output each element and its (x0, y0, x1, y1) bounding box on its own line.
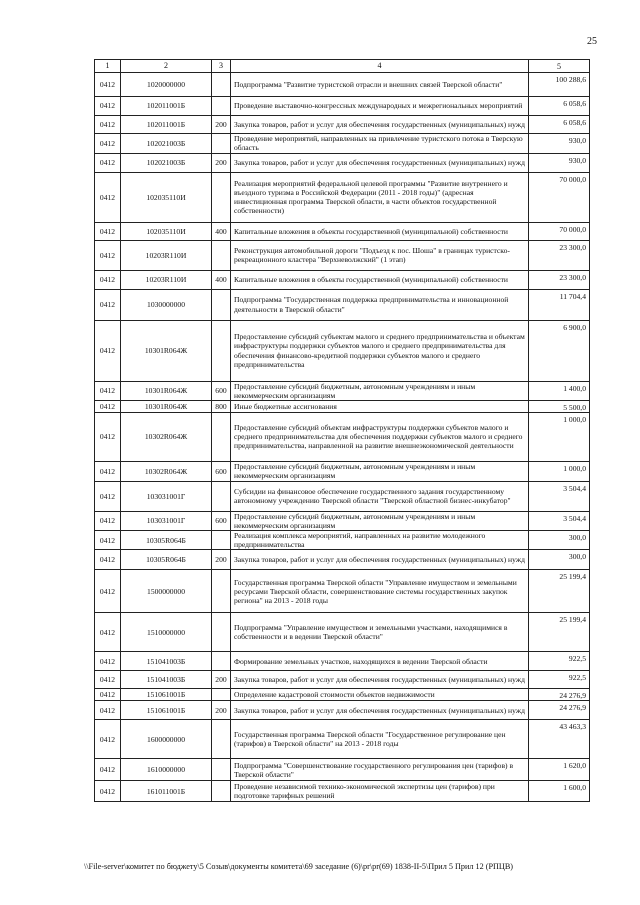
amount-cell: 3 504,4 (529, 511, 590, 530)
table-row (95, 115, 590, 133)
amount-cell: 922,5 (529, 671, 590, 689)
description-cell: Проведение независимой технико-экономической экспертизы цен (тарифов) при подготовке тарифных решений (231, 781, 529, 802)
amount-cell: 300,0 (529, 531, 590, 550)
description-cell: Проведение мероприятий, направленных на привлечение туристского потока в Тверскую область (231, 133, 529, 153)
target-code-cell: 10301R064Ж (121, 320, 212, 381)
amount-cell: 24 276,9 (529, 689, 590, 701)
description-cell: Реализация мероприятий федеральной целевой программы "Развитие внутреннего и въездного туризма в Российской Федерации (2011 - 2018 годы)" (адресная инвестиционная программа Тверской области, в части объектов государственной собственности) (231, 172, 529, 222)
expense-type-cell: 800 (212, 400, 231, 412)
table-row (95, 289, 590, 320)
table-row (95, 96, 590, 115)
target-code-cell: 10301R064Ж (121, 381, 212, 400)
expense-type-cell: 600 (212, 461, 231, 481)
amount-cell: 6 058,6 (529, 115, 590, 133)
table-row (95, 240, 590, 270)
expense-type-cell (212, 133, 231, 153)
description-cell: Определение кадастровой стоимости объектов недвижимости (231, 689, 529, 701)
target-code-cell: 10203R110И (121, 240, 212, 270)
section-code-cell: 0412 (95, 381, 121, 400)
table-row (95, 400, 590, 412)
amount-cell: 1 000,0 (529, 412, 590, 461)
description-cell: Капитальные вложения в объекты государственной (муниципальной) собственности (231, 270, 529, 289)
table-row (95, 270, 590, 289)
amount-cell: 6 900,0 (529, 320, 590, 381)
section-code-cell: 0412 (95, 531, 121, 550)
section-code-cell: 0412 (95, 400, 121, 412)
file-path-footer: \\File-server\комитет по бюджету\5 Созыв\документы комитета\69 заседание (6)\pr\pr(69) 1838-II-5\Прил 5 Прил 12 (РПЦВ) (84, 862, 514, 871)
description-cell: Закупка товаров, работ и услуг для обеспечения государственных (муниципальных) нужд (231, 701, 529, 720)
expense-type-cell (212, 613, 231, 652)
amount-cell: 25 199,4 (529, 613, 590, 652)
budget-table (94, 59, 590, 802)
amount-cell: 1 400,0 (529, 381, 590, 400)
section-code-cell: 0412 (95, 153, 121, 172)
section-code-cell: 0412 (95, 412, 121, 461)
table-row (95, 320, 590, 381)
table-row (95, 531, 590, 550)
header-row (95, 60, 590, 73)
expense-type-cell (212, 172, 231, 222)
target-code-cell: 161011001Б (121, 781, 212, 802)
amount-cell: 1 620,0 (529, 759, 590, 781)
target-code-cell: 10302R064Ж (121, 412, 212, 461)
amount-cell: 5 500,0 (529, 400, 590, 412)
table-row (95, 613, 590, 652)
amount-cell: 930,0 (529, 153, 590, 172)
section-code-cell: 0412 (95, 115, 121, 133)
expense-type-cell: 400 (212, 222, 231, 240)
target-code-cell: 1030000000 (121, 289, 212, 320)
table-row (95, 550, 590, 570)
description-cell: Закупка товаров, работ и услуг для обеспечения государственных (муниципальных) нужд (231, 115, 529, 133)
description-cell: Подпрограмма "Управление имуществом и земельными участками, находящимися в собственности и в ведении Тверской области" (231, 613, 529, 652)
table-row (95, 481, 590, 511)
expense-type-cell: 400 (212, 270, 231, 289)
section-code-cell: 0412 (95, 481, 121, 511)
amount-cell: 300,0 (529, 550, 590, 570)
section-code-cell: 0412 (95, 270, 121, 289)
section-code-cell: 0412 (95, 222, 121, 240)
amount-cell: 25 199,4 (529, 570, 590, 613)
target-code-cell: 102011001Б (121, 115, 212, 133)
column-header-2: 2 (121, 60, 212, 73)
description-cell: Закупка товаров, работ и услуг для обеспечения государственных (муниципальных) нужд (231, 153, 529, 172)
expense-type-cell: 600 (212, 381, 231, 400)
description-cell: Реализация комплекса мероприятий, направленных на развитие молодежного предпринимательства (231, 531, 529, 550)
expense-type-cell (212, 289, 231, 320)
section-code-cell: 0412 (95, 550, 121, 570)
expense-type-cell (212, 412, 231, 461)
amount-cell: 930,0 (529, 133, 590, 153)
target-code-cell: 151061001Б (121, 701, 212, 720)
expense-type-cell: 600 (212, 511, 231, 530)
section-code-cell: 0412 (95, 759, 121, 781)
table-row (95, 701, 590, 720)
expense-type-cell: 200 (212, 671, 231, 689)
amount-cell: 23 300,0 (529, 240, 590, 270)
description-cell: Предоставление субсидий бюджетным, автономным учреждениям и иным некоммерческим организациям (231, 511, 529, 530)
description-cell: Подпрограмма "Развитие туристской отрасли и внешних связей Тверской области" (231, 72, 529, 96)
description-cell: Государственная программа Тверской области "Управление имуществом и земельными ресурсами Тверской области, совершенствование системы государственных закупок региона" на 2013 - 2018 годы (231, 570, 529, 613)
amount-cell: 43 463,3 (529, 720, 590, 759)
column-header-4: 4 (231, 60, 529, 73)
amount-cell: 3 504,4 (529, 481, 590, 511)
target-code-cell: 151041003Б (121, 652, 212, 671)
target-code-cell: 102011001Б (121, 96, 212, 115)
table-row (95, 153, 590, 172)
expense-type-cell (212, 320, 231, 381)
amount-cell: 1 000,0 (529, 461, 590, 481)
section-code-cell: 0412 (95, 320, 121, 381)
amount-cell: 100 288,6 (529, 72, 590, 96)
table-row (95, 511, 590, 530)
description-cell: Субсидии на финансовое обеспечение государственного задания государственному автономному учреждению Тверской области "Тверской областной бизнес-инкубатор" (231, 481, 529, 511)
description-cell: Капитальные вложения в объекты государственной (муниципальной) собственности (231, 222, 529, 240)
section-code-cell: 0412 (95, 240, 121, 270)
description-cell: Реконструкция автомобильной дороги "Подъезд к пос. Шоша" в границах туристско-рекреационного кластера "Верхневолжский" (1 этап) (231, 240, 529, 270)
target-code-cell: 10203R110И (121, 270, 212, 289)
amount-cell: 70 000,0 (529, 172, 590, 222)
expense-type-cell: 200 (212, 153, 231, 172)
amount-cell: 922,5 (529, 652, 590, 671)
target-code-cell: 10301R064Ж (121, 400, 212, 412)
table-row (95, 570, 590, 613)
target-code-cell: 102035110И (121, 172, 212, 222)
amount-cell: 6 058,6 (529, 96, 590, 115)
description-cell: Предоставление субсидий бюджетным, автономным учреждениям и иным некоммерческим организациям (231, 381, 529, 400)
target-code-cell: 151061001Б (121, 689, 212, 701)
description-cell: Формирование земельных участков, находящихся в ведении Тверской области (231, 652, 529, 671)
section-code-cell: 0412 (95, 781, 121, 802)
target-code-cell: 1500000000 (121, 570, 212, 613)
target-code-cell: 103031001Г (121, 511, 212, 530)
table-row (95, 172, 590, 222)
description-cell: Закупка товаров, работ и услуг для обеспечения государственных (муниципальных) нужд (231, 550, 529, 570)
section-code-cell: 0412 (95, 72, 121, 96)
target-code-cell: 1020000000 (121, 72, 212, 96)
description-cell: Предоставление субсидий объектам инфраструктуры поддержки субъектов малого и среднего предпринимательства для обеспечения поддержки субъектов малого и среднего предпринимательства, направленной на развитие внешнеэкономической деятельности (231, 412, 529, 461)
target-code-cell: 10305R064Б (121, 531, 212, 550)
expense-type-cell (212, 531, 231, 550)
section-code-cell: 0412 (95, 701, 121, 720)
expense-type-cell: 200 (212, 701, 231, 720)
expense-type-cell (212, 689, 231, 701)
target-code-cell: 151041003Б (121, 671, 212, 689)
table-row (95, 461, 590, 481)
table-row (95, 381, 590, 400)
amount-cell: 11 704,4 (529, 289, 590, 320)
description-cell: Подпрограмма "Государственная поддержка предпринимательства и инновационной деятельности в Тверской области" (231, 289, 529, 320)
section-code-cell: 0412 (95, 133, 121, 153)
target-code-cell: 103031001Г (121, 481, 212, 511)
description-cell: Иные бюджетные ассигнования (231, 400, 529, 412)
section-code-cell: 0412 (95, 511, 121, 530)
table-row (95, 689, 590, 701)
target-code-cell: 10305R064Б (121, 550, 212, 570)
section-code-cell: 0412 (95, 461, 121, 481)
amount-cell: 70 000,0 (529, 222, 590, 240)
expense-type-cell: 200 (212, 115, 231, 133)
section-code-cell: 0412 (95, 689, 121, 701)
description-cell: Государственная программа Тверской области "Государственное регулирование цен (тарифов) в Тверской области" на 2013 - 2018 годы (231, 720, 529, 759)
table-row (95, 133, 590, 153)
section-code-cell: 0412 (95, 652, 121, 671)
section-code-cell: 0412 (95, 96, 121, 115)
description-cell: Закупка товаров, работ и услуг для обеспечения государственных (муниципальных) нужд (231, 671, 529, 689)
description-cell: Предоставление субсидий бюджетным, автономным учреждениям и иным некоммерческим организациям (231, 461, 529, 481)
target-code-cell: 1610000000 (121, 759, 212, 781)
table-row (95, 781, 590, 802)
target-code-cell: 102021003Б (121, 133, 212, 153)
section-code-cell: 0412 (95, 671, 121, 689)
expense-type-cell (212, 652, 231, 671)
table-row (95, 652, 590, 671)
expense-type-cell (212, 96, 231, 115)
expense-type-cell (212, 72, 231, 96)
expense-type-cell (212, 570, 231, 613)
table-row (95, 412, 590, 461)
description-cell: Предоставление субсидий субъектам малого и среднего предпринимательства и объектам инфраструктуры поддержки субъектов малого и среднего предпринимательства для обеспечения финансово-кредитной поддержки субъектов малого и среднего предпринимательства (231, 320, 529, 381)
section-code-cell: 0412 (95, 289, 121, 320)
column-header-5: 5 (529, 60, 590, 73)
expense-type-cell (212, 781, 231, 802)
description-cell: Проведение выставочно-конгрессных международных и межрегиональных мероприятий (231, 96, 529, 115)
target-code-cell: 1510000000 (121, 613, 212, 652)
expense-type-cell (212, 481, 231, 511)
section-code-cell: 0412 (95, 613, 121, 652)
expense-type-cell (212, 759, 231, 781)
target-code-cell: 1600000000 (121, 720, 212, 759)
target-code-cell: 102035110И (121, 222, 212, 240)
table-row (95, 72, 590, 96)
column-header-1: 1 (95, 60, 121, 73)
expense-type-cell (212, 720, 231, 759)
expense-type-cell: 200 (212, 550, 231, 570)
amount-cell: 1 600,0 (529, 781, 590, 802)
description-cell: Подпрограмма "Совершенствование государственного регулирования цен (тарифов) в Тверской области" (231, 759, 529, 781)
amount-cell: 24 276,9 (529, 701, 590, 720)
section-code-cell: 0412 (95, 172, 121, 222)
amount-cell: 23 300,0 (529, 270, 590, 289)
target-code-cell: 10302R064Ж (121, 461, 212, 481)
table-row (95, 759, 590, 781)
table-row (95, 222, 590, 240)
column-header-3: 3 (212, 60, 231, 73)
page-number: 25 (587, 36, 597, 47)
target-code-cell: 102021003Б (121, 153, 212, 172)
expense-type-cell (212, 240, 231, 270)
section-code-cell: 0412 (95, 570, 121, 613)
table-row (95, 720, 590, 759)
table-row (95, 671, 590, 689)
section-code-cell: 0412 (95, 720, 121, 759)
